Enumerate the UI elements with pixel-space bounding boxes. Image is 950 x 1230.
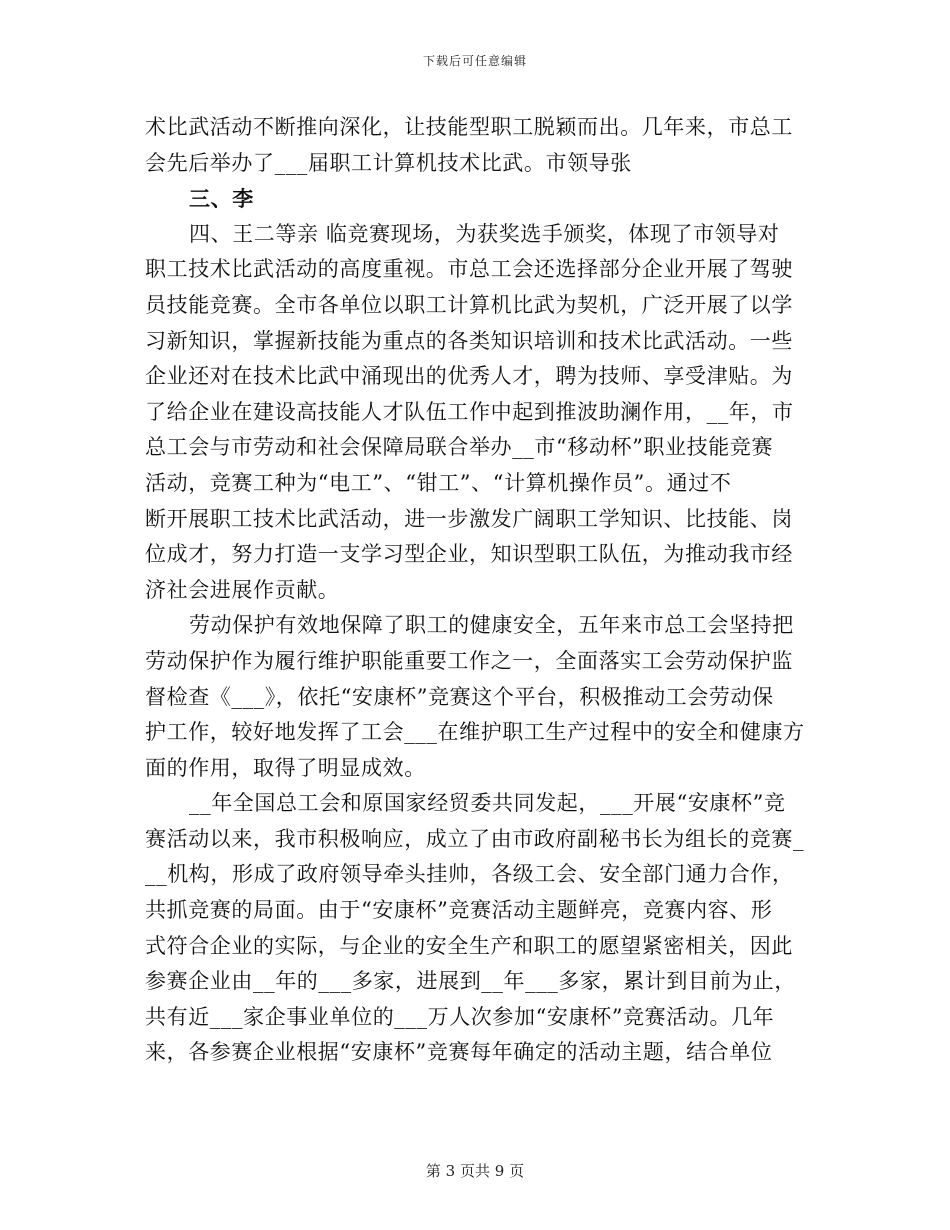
text-line: 督检查《___》，依托“安康杯”竞赛这个平台，积极推动工会劳动保 bbox=[145, 684, 774, 709]
text-line: 劳动保护有效地保障了职工的健康安全，五年来市总工会坚持把 bbox=[189, 613, 794, 638]
text-line: 劳动保护作为履行维护职能重要工作之一，全面落实工会劳动保护监 bbox=[145, 648, 793, 673]
text-line: 术比武活动不断推向深化，让技能型职工脱颖而出。几年来，市总工 bbox=[145, 115, 793, 139]
text-line: 四、王二等亲 临竞赛现场，为获奖选手颁奖，体现了市领导对 bbox=[189, 221, 780, 246]
section-heading: 三、李 bbox=[189, 186, 254, 212]
text-line: __年全国总工会和原国家经贸委共同发起，___开展“安康杯”竞 bbox=[189, 791, 786, 816]
page-header: 下载后可任意编辑 bbox=[422, 54, 527, 68]
text-line: 式符合企业的实际，与企业的安全生产和职工的愿望紧密相关，因此 bbox=[145, 933, 793, 958]
text-line: 会先后举办了___届职工计算机技术比武。市领导张 bbox=[145, 150, 632, 175]
text-line: 了给企业在建设高技能人才队伍工作中起到推波助澜作用，__年，市 bbox=[145, 399, 794, 424]
text-line: 位成才，努力打造一支学习型企业，知识型职工队伍，为推动我市经 bbox=[145, 542, 793, 567]
text-line: 活动，竞赛工种为“电工”、“钳工”、“计算机操作员”。通过不 bbox=[145, 470, 732, 495]
document-body bbox=[145, 110, 805, 1071]
text-line: 总工会与市劳动和社会保障局联合举办__市“移动杯”职业技能竞赛 bbox=[145, 435, 774, 460]
text-line: 面的作用，取得了明显成效。 bbox=[145, 755, 426, 780]
text-line: 企业还对在技术比武中涌现出的优秀人才，聘为技师、享受津贴。为 bbox=[145, 364, 793, 389]
text-line: 断开展职工技术比武活动，进一步激发广阔职工学知识、比技能、岗 bbox=[145, 506, 793, 531]
text-line: 护工作，较好地发挥了工会___在维护职工生产过程中的安全和健康方 bbox=[145, 720, 805, 745]
text-line: __机构，形成了政府领导牵头挂帅，各级工会、安全部门通力合作， bbox=[145, 862, 794, 887]
text-line: 参赛企业由__年的___多家，进展到__年___多家，累计到目前为止， bbox=[145, 969, 796, 994]
page-footer: 第 3 页共 9 页 bbox=[425, 1162, 525, 1180]
text-line: 来，各参赛企业根据“安康杯”竞赛每年确定的活动主题，结合单位 bbox=[145, 1040, 773, 1065]
text-line: 济社会进展作贡献。 bbox=[145, 577, 340, 602]
text-line: 员技能竞赛。全市各单位以职工计算机比武为契机，广泛开展了以学 bbox=[145, 292, 793, 317]
text-line: 赛活动以来，我市积极响应，成立了由市政府副秘书长为组长的竞赛_ bbox=[145, 826, 805, 851]
text-line: 职工技术比武活动的高度重视。市总工会还选择部分企业开展了驾驶 bbox=[145, 257, 793, 282]
text-line: 共有近___家企事业单位的___万人次参加“安康杯”竞赛活动。几年 bbox=[145, 1004, 775, 1029]
text-line: 习新知识，掌握新技能为重点的各类知识培训和技术比武活动。一些 bbox=[145, 328, 793, 353]
text-line: 共抓竞赛的局面。由于“安康杯”竞赛活动主题鲜亮，竞赛内容、形 bbox=[145, 898, 773, 923]
